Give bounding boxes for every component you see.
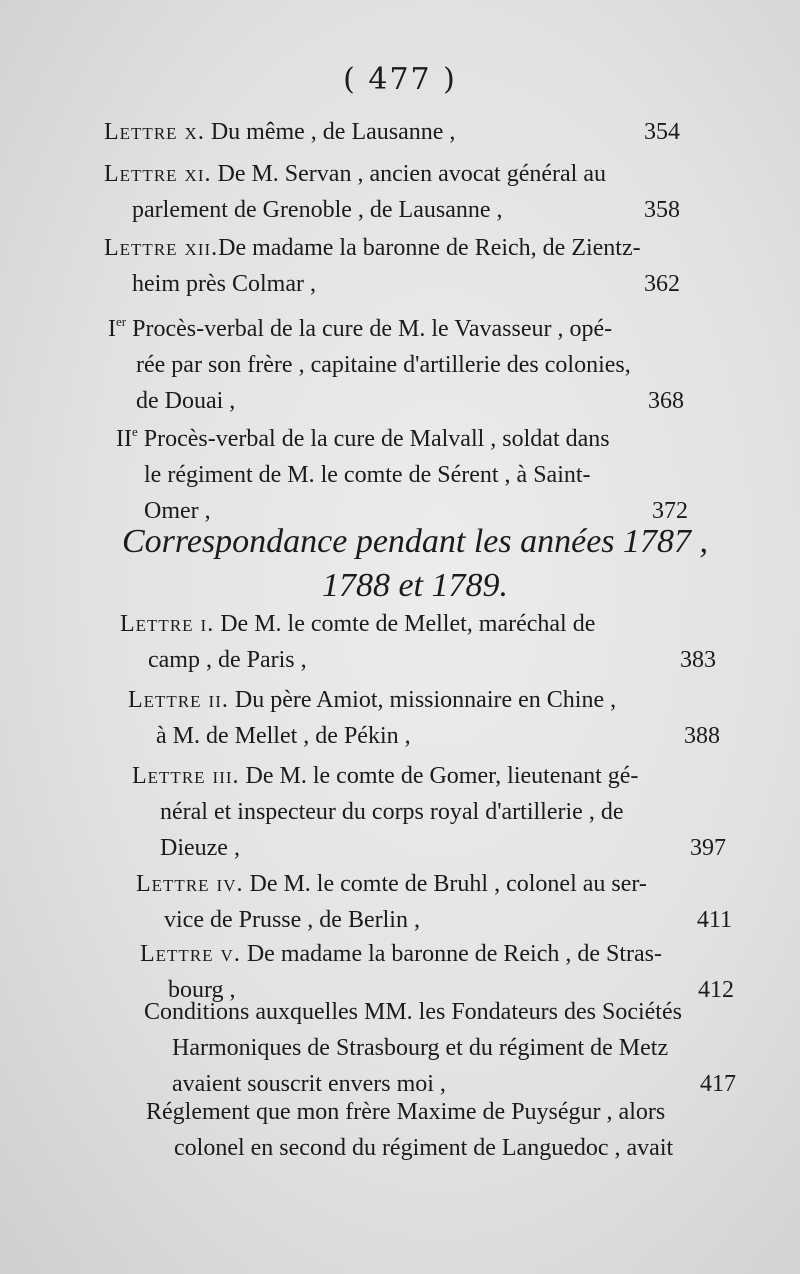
toc-entry-lettre-i	[120, 606, 720, 678]
entry-text: néral et inspecteur du corps royal d'artillerie , de	[160, 799, 624, 825]
entry-text: de Douai ,	[136, 388, 236, 414]
ordinal: II	[116, 426, 132, 452]
heading-line-1: Correspondance pendant les années 1787 ,	[121, 523, 709, 560]
page-ref: 368	[648, 388, 684, 414]
letter-label: Lettre xii.	[104, 235, 219, 261]
toc-line	[104, 192, 684, 228]
entry-text: le régiment de M. le comte de Sérent , à Saint-	[144, 462, 591, 488]
toc-entry-lettre-xi	[104, 156, 684, 228]
ordinal-suffix: e	[131, 424, 138, 439]
page-ref: 358	[644, 197, 680, 223]
page-ref: 411	[696, 907, 732, 933]
page-ref: 354	[644, 119, 680, 145]
toc-entry-lettre-xii	[104, 230, 684, 302]
entry-text: De M. le comte de Bruhl , colonel au ser-	[243, 871, 647, 897]
toc-entry-proces-verbal-2	[116, 414, 692, 529]
entry-text: De M. Servan , ancien avocat général au	[211, 161, 606, 187]
page-ref: 383	[680, 647, 716, 673]
toc-line	[132, 794, 730, 830]
entry-text: à M. de Mellet , de Pékin ,	[156, 723, 411, 749]
page-ref: 397	[690, 835, 726, 861]
entry-text: colonel en second du régiment de Languedoc , avait	[174, 1135, 674, 1161]
entry-text: bourg ,	[168, 977, 236, 1003]
entry-text: Omer ,	[144, 498, 211, 524]
toc-entry-lettre-iv	[136, 866, 736, 938]
toc-line	[136, 902, 736, 938]
letter-label: Lettre iii.	[132, 763, 240, 789]
toc-line	[132, 758, 730, 794]
toc-line	[128, 718, 724, 754]
entry-text: heim près Colmar ,	[132, 271, 316, 297]
toc-line	[140, 936, 738, 972]
toc-line	[104, 114, 684, 150]
ordinal-suffix: er	[116, 314, 127, 329]
toc-line	[104, 266, 684, 302]
toc-line	[120, 642, 720, 678]
toc-line	[146, 1130, 746, 1166]
toc-line	[146, 1094, 746, 1130]
ordinal: I	[108, 316, 116, 342]
page-ref: 388	[684, 723, 720, 749]
entry-text: Du père Amiot, missionnaire en Chine ,	[228, 687, 617, 713]
entry-text: De M. le comte de Gomer, lieutenant gé-	[239, 763, 639, 789]
heading-line-2: 1788 et 1789.	[321, 567, 509, 604]
entry-text: avaient souscrit envers moi ,	[172, 1071, 446, 1097]
page-ref: 362	[644, 271, 680, 297]
section-heading	[100, 520, 730, 608]
page-ref: 412	[698, 977, 734, 1003]
toc-entry-conditions	[144, 994, 740, 1102]
toc-line	[116, 457, 692, 493]
letter-label: Lettre ii.	[128, 687, 229, 713]
toc-line	[120, 606, 720, 642]
entry-text: vice de Prusse , de Berlin ,	[164, 907, 420, 933]
toc-entry-lettre-ii	[128, 682, 724, 754]
toc-line	[128, 682, 724, 718]
entry-text: De madame la baronne de Reich , de Stras-	[240, 941, 662, 967]
entry-text: parlement de Grenoble , de Lausanne ,	[132, 197, 503, 223]
letter-label: Lettre iv.	[136, 871, 244, 897]
letter-label: Lettre i.	[120, 611, 215, 637]
toc-line	[144, 994, 740, 1030]
toc-entry-lettre-x	[104, 114, 684, 150]
entry-text: rée par son frère , capitaine d'artillerie des colonies,	[136, 352, 631, 378]
entry-text: Procès-verbal de la cure de M. le Vavasseur , opé-	[126, 316, 613, 342]
entry-text: Conditions auxquelles MM. les Fondateurs des Sociétés	[144, 999, 682, 1025]
toc-line	[132, 830, 730, 866]
entry-text: De M. le comte de Mellet, maréchal de	[214, 611, 596, 637]
entry-text: camp , de Paris ,	[148, 647, 307, 673]
toc-line	[104, 230, 684, 266]
toc-entry-proces-verbal-1	[108, 304, 688, 419]
toc-line	[108, 347, 688, 383]
letter-label: Lettre xi.	[104, 161, 212, 187]
entry-text: Harmoniques de Strasbourg et du régiment de Metz	[172, 1035, 669, 1061]
letter-label: Lettre x.	[104, 119, 205, 145]
entry-text: De madame la baronne de Reich, de Zientz-	[218, 235, 641, 261]
letter-label: Lettre v.	[140, 941, 241, 967]
entry-text: Du même , de Lausanne ,	[204, 119, 456, 145]
toc-line	[104, 156, 684, 192]
toc-line	[108, 304, 688, 347]
page-ref: 417	[700, 1071, 736, 1097]
toc-line	[136, 866, 736, 902]
page-ref: 372	[652, 498, 688, 524]
toc-entry-lettre-iii	[132, 758, 730, 866]
toc-line	[144, 1030, 740, 1066]
entry-text: Procès-verbal de la cure de Malvall , soldat dans	[137, 426, 610, 452]
entry-text: Dieuze ,	[160, 835, 240, 861]
entry-text: Réglement que mon frère Maxime de Puységur , alors	[146, 1099, 666, 1125]
page-number: ( 477 )	[343, 62, 457, 97]
toc-entry-reglement	[146, 1094, 746, 1166]
toc-line	[116, 414, 692, 457]
